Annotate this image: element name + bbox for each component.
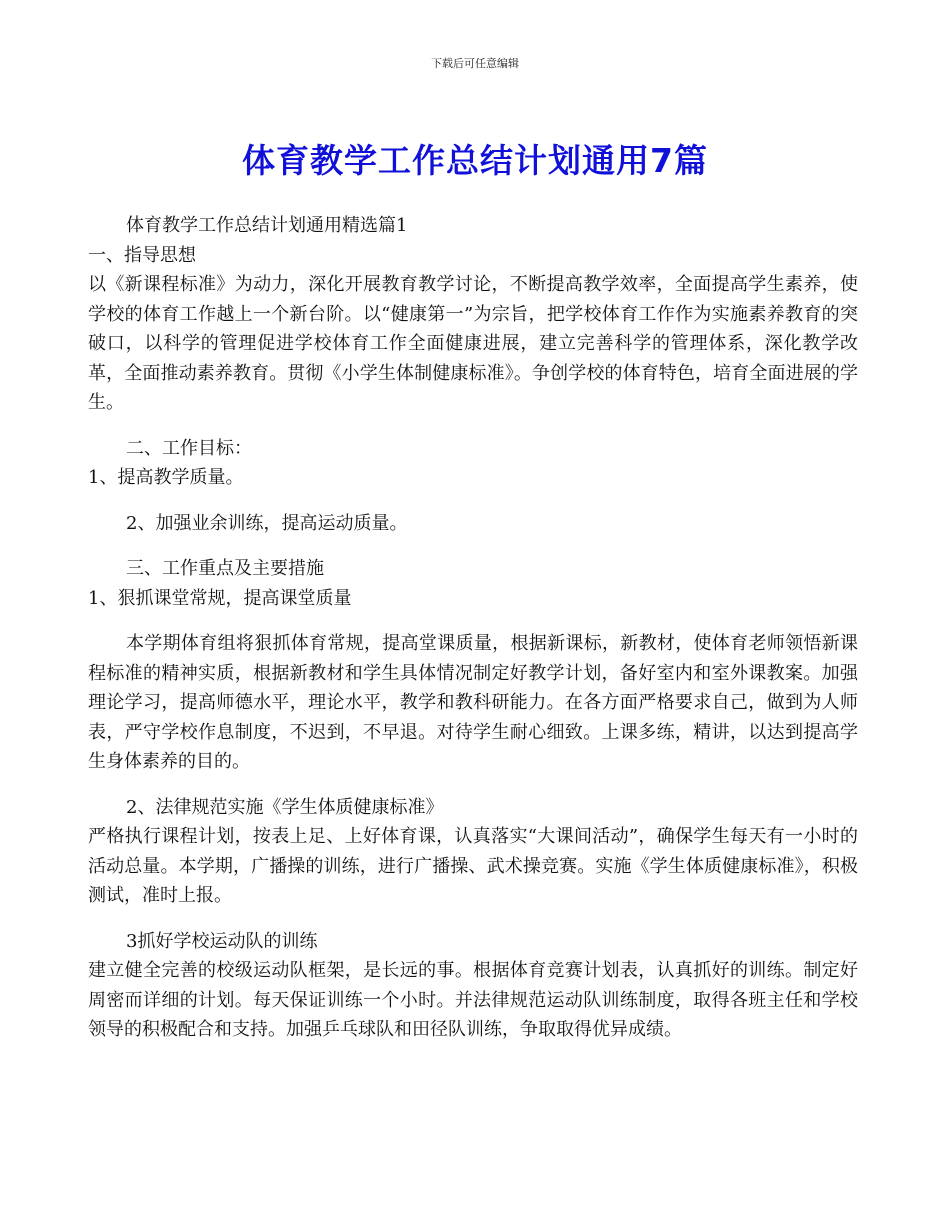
body-paragraph: 建立健全完善的校级运动队框架，是长远的事。根据体育竞赛计划表，认真抓好的训练。制定好周密而详细的计划。每天保证训练一个小时。并法律规范运动队训练制度，取得各班主任和学校领导的积极配合和支持。加强乒乓球队和田径队训练，争取取得优异成绩。	[88, 960, 858, 1040]
body-paragraph: 本学期体育组将狠抓体育常规，提高堂课质量，根据新课标，新教材，使体育老师领悟新课程标准的精神实质，根据新教材和学生具体情况制定好教学计划，备好室内和室外课教案。加强理论学习，提高师德水平，理论水平，教学和教科研能力。在各方面严格要求自己，做到为人师表，严守学校作息制度，不迟到，不早退。对待学生耐心细致。上课多练，精讲，以达到提高学生身体素养的目的。	[88, 633, 858, 772]
body-paragraph: 严格执行课程计划，按表上足、上好体育课，认真落实“大课间活动”，确保学生每天有一小时的活动总量。本学期，广播操的训练，进行广播操、武术操竞赛。实施《学生体质健康标准》，积极测试，准时上报。	[88, 826, 858, 906]
section-heading: 二、工作目标：	[126, 437, 252, 459]
section-heading: 三、工作重点及主要措施	[126, 558, 324, 579]
subsection-heading: 1、狠抓课堂常规，提高课堂质量	[88, 587, 352, 609]
list-item: 1、提高教学质量。	[88, 467, 244, 488]
document-title: 体育教学工作总结计划通用7篇	[242, 141, 708, 180]
body-paragraph: 以《新课程标准》为动力，深化开展教育教学讨论，不断提高教学效率，全面提高学生素养，使学校的体育工作越上一个新台阶。以“健康第一”为宗旨，把学校体育工作作为实施素养教育的突破口，以科学的管理促进学校体育工作全面健康进展，建立完善科学的管理体系，深化教学改革，全面推动素养教育。贯彻《小学生体制健康标准》。争创学校的体育特色，培育全面进展的学生。	[88, 274, 858, 413]
section-heading: 体育教学工作总结计划通用精选篇1	[126, 215, 408, 236]
header-note: 下载后可任意编辑	[431, 57, 519, 70]
document-body	[88, 211, 858, 1045]
subsection-heading: 2、法律规范实施《学生体质健康标准》	[126, 796, 444, 818]
list-item: 2、加强业余训练，提高运动质量。	[126, 512, 408, 534]
subsection-heading: 3抓好学校运动队的训练	[126, 930, 318, 952]
section-heading: 一、指导思想	[88, 244, 196, 266]
